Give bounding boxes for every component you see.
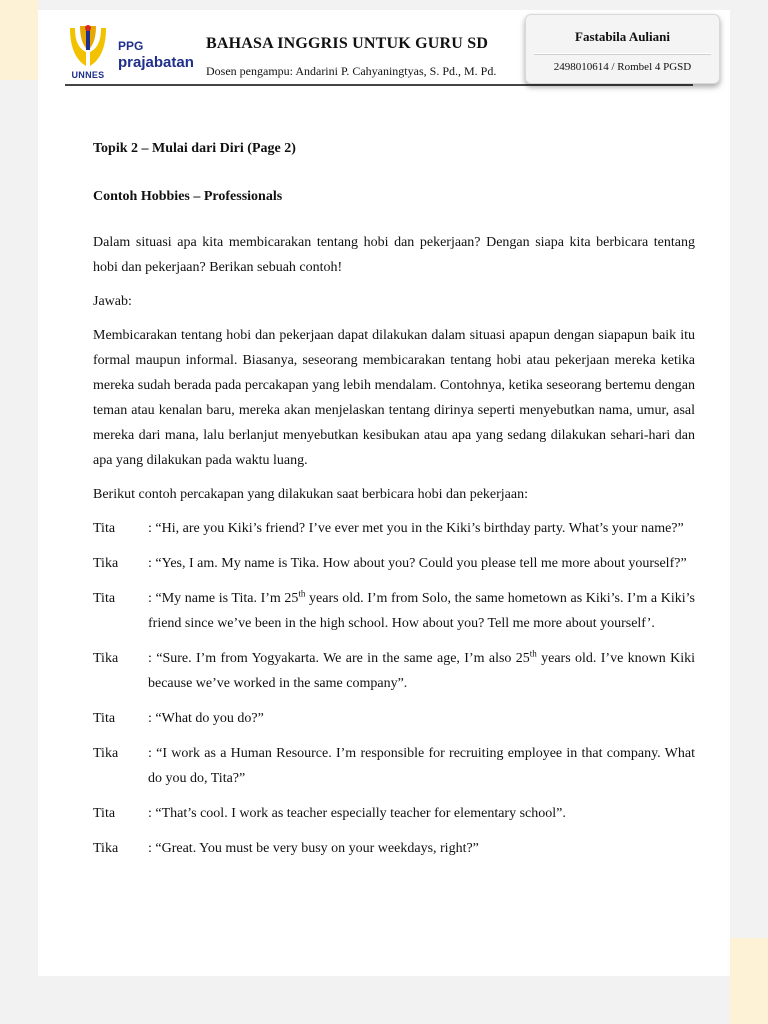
ppg-logo-top: PPG — [118, 39, 144, 53]
dialogue-text-part: : “My name is Tita. I’m 25 — [148, 591, 299, 606]
dialogue-text — [148, 646, 695, 696]
header-divider — [65, 84, 693, 86]
card-divider — [534, 53, 711, 54]
dialogue-intro: Berikut contoh percakapan yang dilakukan saat berbicara hobi dan pekerjaan: — [93, 487, 528, 502]
subtopic-heading: Contoh Hobbies – Professionals — [93, 189, 283, 204]
answer-paragraph: Membicarakan tentang hobi dan pekerjaan dapat dilakukan dalam situasi apapun dengan siapapun baik itu formal maupun informal. Biasanya, seseorang membicarakan tentang hobi atau pekerjaan mereka ketika mereka sudah berada pada percakapan yang lebih mendalam. Contohnya, ketika seseorang bertemu dengan teman atau kenalan baru, mereka akan menjelaskan tentang dirinya seperti menyebutkan nama, umur, asal mereka dari mana, lalu berlanjut menyebutkan kesibukan atau apa yang sedang dilakukan sehari-hari dan apa yang dilakukan pada waktu luang. — [93, 328, 695, 468]
unnes-logo — [66, 22, 110, 84]
student-info-card — [525, 14, 720, 84]
speaker-name: Tika — [93, 556, 119, 571]
dialogue-text-part: : “Sure. I’m from Yogyakarta. We are in the same age, I’m also 25 — [148, 651, 530, 666]
dialogue-text: : “That’s cool. I work as teacher especially teacher for elementary school”. — [148, 806, 566, 821]
dialogue-line — [93, 646, 695, 696]
dialogue-text: : “What do you do?” — [148, 711, 264, 726]
unnes-logo-text: UNNES — [71, 70, 105, 80]
corner-accent-top-left — [0, 0, 38, 80]
speaker-name: Tika — [93, 841, 119, 856]
speaker-name: Tita — [93, 711, 116, 726]
document-page — [38, 10, 730, 976]
speaker-name: Tita — [93, 806, 116, 821]
dialogue-line — [93, 516, 695, 541]
ppg-prajabatan-logo — [118, 40, 200, 76]
dialogue-line — [93, 741, 695, 791]
dialogue-line — [93, 551, 695, 576]
answer-label: Jawab: — [93, 294, 132, 309]
student-id: 2498010614 / Rombel 4 PGSD — [553, 61, 692, 73]
dialogue-text-part: years old. I’ve known Kiki because we’ve worked in the same company”. — [148, 651, 696, 691]
dialogue-line — [93, 706, 695, 731]
dialogue-text — [148, 586, 695, 636]
dialogue-text: : “Great. You must be very busy on your weekdays, right?” — [148, 841, 479, 856]
student-name: Fastabila Auliani — [575, 29, 670, 44]
unnes-emblem-icon — [66, 22, 110, 70]
speaker-name: Tika — [93, 746, 119, 761]
topic-heading: Topik 2 – Mulai dari Diri (Page 2) — [93, 141, 296, 156]
speaker-name: Tita — [93, 521, 116, 536]
dialogue-text-part: years old. I’m from Solo, the same hometown as Kiki’s. I’m a Kiki’s friend since we’ve been in the high school. How about you? Tell me more about yourself’. — [148, 591, 695, 631]
dialogue-text: : “Yes, I am. My name is Tika. How about you? Could you please tell me more about yourself?” — [148, 556, 687, 571]
dialogue-line — [93, 586, 695, 636]
dialogue-line — [93, 836, 695, 861]
question-paragraph: Dalam situasi apa kita membicarakan tentang hobi dan pekerjaan? Dengan siapa kita berbicara tentang hobi dan pekerjaan? Berikan sebuah contoh! — [93, 235, 695, 275]
ordinal-suffix: th — [298, 588, 306, 599]
ordinal-suffix: th — [529, 648, 537, 659]
dialogue-text: : “I work as a Human Resource. I’m responsible for recruiting employee in that company. What do you do, Tita?” — [148, 746, 695, 786]
speaker-name: Tika — [93, 651, 119, 666]
dialogue-line — [93, 801, 695, 826]
course-title: BAHASA INGGRIS UNTUK GURU SD — [206, 35, 489, 52]
dialogue-text: : “Hi, are you Kiki’s friend? I’ve ever met you in the Kiki’s birthday party. What’s your name?” — [148, 521, 684, 536]
page-content — [93, 136, 695, 871]
speaker-name: Tita — [93, 591, 116, 606]
ppg-logo-bottom: prajabatan — [118, 54, 194, 71]
lecturer-line: Dosen pengampu: Andarini P. Cahyaningtyas, S. Pd., M. Pd. — [206, 64, 497, 78]
corner-accent-bottom-right — [730, 938, 768, 1024]
